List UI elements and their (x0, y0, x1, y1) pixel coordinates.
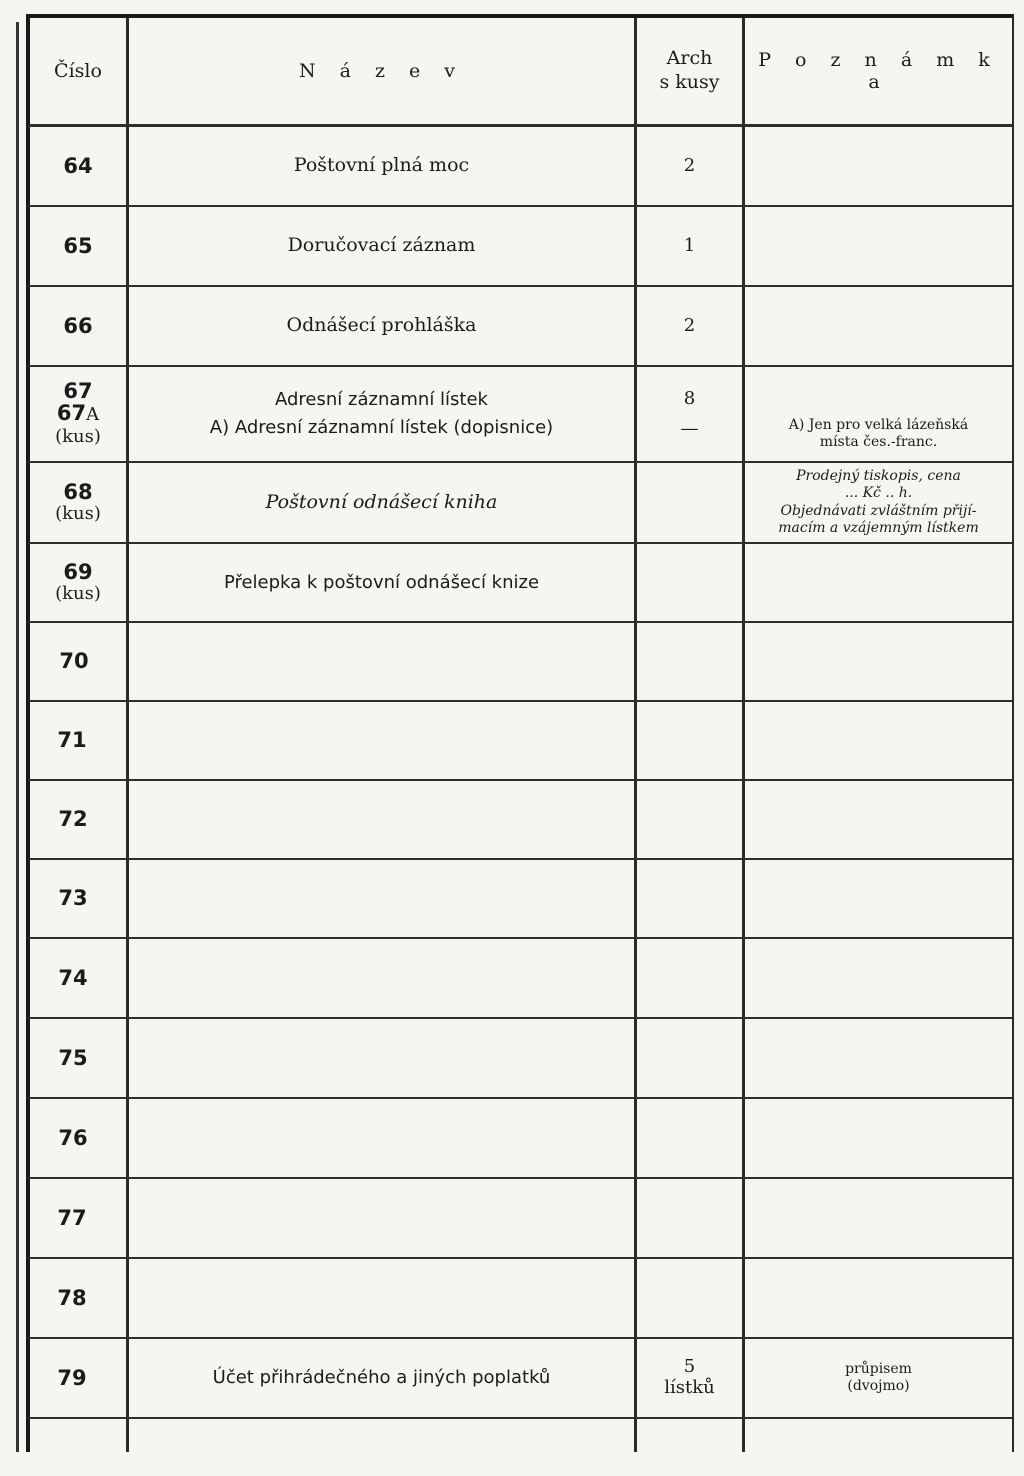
header-nazev (129, 18, 634, 124)
row-69-nazev (129, 544, 634, 621)
row-65-arch (637, 207, 742, 285)
column-divider (742, 18, 745, 1452)
row-65-cislo (30, 207, 126, 285)
header-arch-label: Arch (666, 47, 713, 70)
row-67-cislo (30, 367, 126, 461)
header-nazev-label: N á z e v (298, 60, 465, 82)
nazev-value: Poštovní plná moc (293, 154, 470, 177)
kus-label: (kus) (55, 502, 101, 524)
nazev-value: Poštovní odnášecí kniha (265, 490, 498, 513)
cislo-value: 66 (63, 313, 93, 338)
header-poznamka-label: P o z n á m k a (758, 49, 999, 93)
nazev-value: Přelepka k poštovní odnášecí knize (223, 571, 540, 593)
row-79-cislo (30, 1339, 114, 1417)
nazev-value-b: A) Adresní záznamní lístek (dopisnice) (209, 417, 554, 438)
row-rule (28, 937, 1012, 939)
kus-label: (kus) (55, 582, 101, 604)
cislo-value: 73 (58, 886, 88, 911)
cislo-value: 69 (63, 559, 93, 584)
poznamka-line: macím a vzájemným lístkem (778, 519, 979, 536)
poznamka-value-b: místa čes.-franc. (819, 434, 938, 450)
arch-value: 2 (683, 314, 696, 336)
row-rule (28, 621, 1012, 623)
row-66-arch (637, 287, 742, 365)
cislo-value: 64 (63, 153, 93, 178)
cislo-value: 68 (63, 479, 93, 504)
row-70-cislo (30, 623, 118, 700)
row-rule (28, 1417, 1012, 1419)
header-skusy-label: s kusy (659, 71, 720, 93)
cislo-suffix: A (86, 404, 100, 426)
kus-label: (kus) (55, 426, 101, 448)
cislo-value: 75 (58, 1045, 88, 1070)
row-78-cislo (30, 1259, 114, 1337)
row-68-cislo (30, 463, 126, 542)
row-64-nazev (129, 127, 634, 205)
poznamka-line: Prodejný tiskopis, cena (796, 468, 961, 485)
poznamka-value: A) Jen pro velká lázeňská (788, 416, 969, 433)
arch-value: 2 (683, 154, 696, 176)
cislo-value: 76 (58, 1125, 88, 1150)
row-67-arch (637, 367, 742, 461)
row-72-cislo (30, 781, 116, 858)
row-71-cislo (30, 702, 114, 779)
row-66-cislo (30, 287, 126, 365)
row-64-cislo (30, 127, 126, 205)
arch-value: 1 (683, 234, 696, 256)
arch-value-b: lístků (664, 1377, 715, 1398)
row-rule (28, 858, 1012, 860)
cislo-value: 74 (58, 965, 88, 990)
nazev-value: Adresní záznamní lístek (275, 389, 488, 411)
row-rule (28, 1097, 1012, 1099)
row-64-arch (637, 127, 742, 205)
row-67-nazev (129, 367, 634, 461)
row-66-nazev (129, 287, 634, 365)
row-79-poznamka (745, 1339, 1012, 1417)
row-rule (28, 779, 1012, 781)
row-69-cislo (30, 544, 126, 621)
row-rule (28, 1257, 1012, 1259)
cislo-value-b: 67 (56, 401, 87, 426)
cislo-value: 67 (63, 379, 93, 404)
cislo-value: 65 (63, 233, 93, 258)
row-77-cislo (30, 1179, 114, 1257)
row-65-nazev (129, 207, 634, 285)
row-75-cislo (30, 1019, 116, 1097)
row-73-cislo (30, 860, 116, 937)
cislo-value: 71 (57, 728, 87, 753)
poznamka-line: Objednávati zvláštním přijí- (780, 502, 977, 519)
row-rule (28, 1177, 1012, 1179)
page-edge-shadow (16, 22, 19, 1452)
header-poznamka (745, 18, 1012, 124)
poznamka-value-b: (dvojmo) (847, 1378, 910, 1394)
arch-value: 8 (683, 388, 696, 410)
row-79-nazev (129, 1339, 634, 1417)
header-cislo (30, 18, 126, 124)
row-76-cislo (30, 1099, 116, 1177)
cislo-value: 78 (57, 1285, 87, 1310)
nazev-value: Doručovací záznam (287, 234, 476, 257)
row-74-cislo (30, 939, 116, 1017)
row-rule (28, 700, 1012, 702)
header-cislo-label: Číslo (54, 60, 102, 82)
row-rule (28, 1017, 1012, 1019)
row-67-poznamka (745, 367, 1012, 461)
cislo-value: 72 (58, 807, 88, 832)
cislo-value: 70 (59, 649, 89, 674)
cislo-value: 79 (57, 1365, 87, 1390)
poznamka-value: průpisem (845, 1360, 912, 1377)
nazev-value: Odnášecí prohláška (286, 314, 477, 337)
header-arch (637, 18, 742, 124)
row-79-arch (637, 1339, 742, 1417)
poznamka-line: ... Kč .. h. (844, 485, 913, 502)
arch-value-b: — (680, 418, 699, 439)
arch-value: 5 (683, 1356, 696, 1378)
cislo-value: 77 (57, 1205, 87, 1230)
row-68-poznamka (745, 463, 1012, 542)
row-68-nazev (129, 463, 634, 542)
nazev-value: Účet přihrádečného a jiných poplatků (212, 1367, 551, 1389)
